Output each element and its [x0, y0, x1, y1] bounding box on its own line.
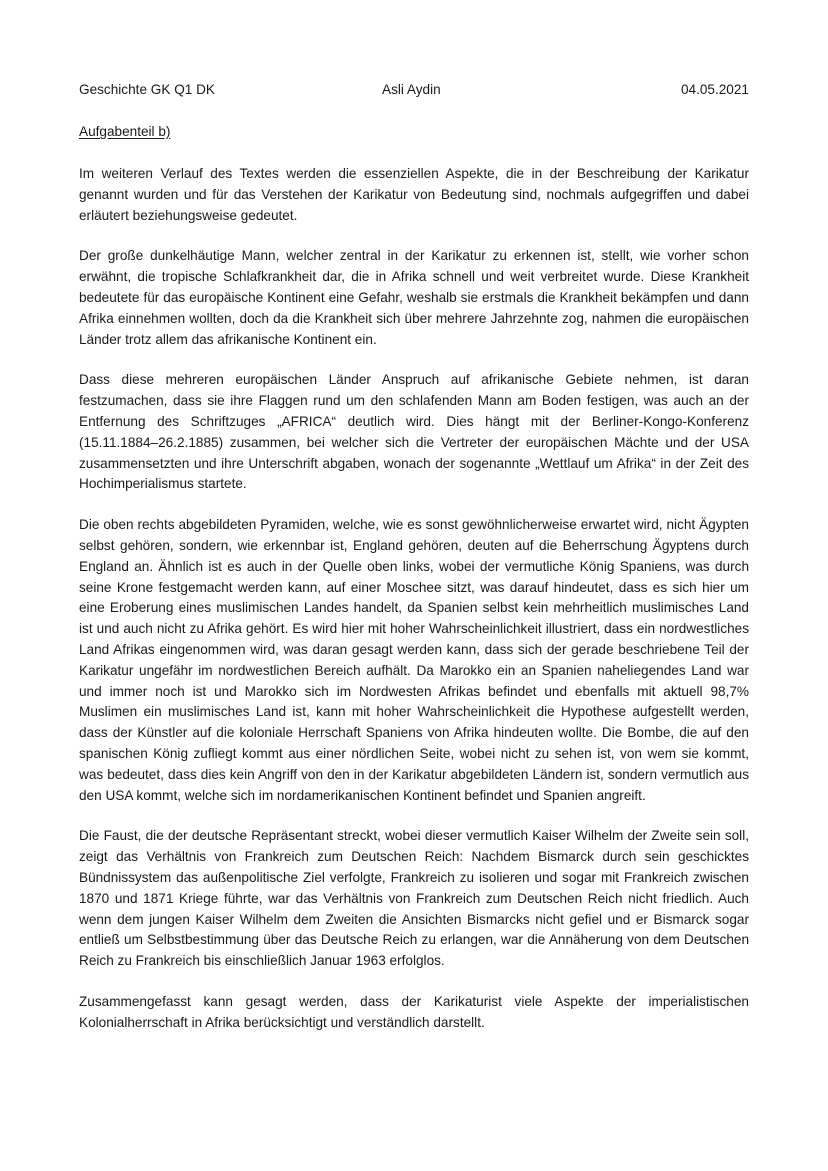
- author-name: Asli Aydin: [382, 82, 441, 97]
- paragraph-berlin-conference: Dass diese mehreren europäischen Länder Anspruch auf afrikanische Gebiete nehmen, ist daran festzumachen, dass sie ihre Flaggen rund um den schlafenden Mann am Boden festigen, was auch an der Entfernung des Schriftzuges „AFRICA“ deutlich wird. Dies hängt mit der Berliner-Kongo-Konferenz (15.11.1884–26.2.1885) zusammen, bei welcher sich die Vertreter der europäischen Mächte und der USA zusammensetzten und ihre Unterschrift abgaben, wonach der sogenannte „Wettlauf um Afrika“ in der Zeit des Hochimperialismus startete.: [79, 372, 749, 492]
- paragraph-german-fist: Die Faust, die der deutsche Repräsentant streckt, wobei dieser vermutlich Kaiser Wilhelm der Zweite sein soll, zeigt das Verhältnis von Frankreich zum Deutschen Reich: Nachdem Bismarck durch sein geschicktes Bündnissystem das außenpolitische Ziel verfolgte, Frankreich zu isolieren und sogar mit Frankreich zwischen 1870 und 1871 Kriege führte, war das Verhältnis von Frankreich zum Deutschen Reich nicht friedlich. Auch wenn dem jungen Kaiser Wilhelm dem Zweiten die Ansichten Bismarcks nicht gefiel und er Bismarck sogar entließ um Selbstbestimmung über das Deutsche Reich zu erlangen, war die Annäherung von dem Deutschen Reich zu Frankreich bis einschließlich Januar 1963 erfolglos.: [79, 828, 749, 969]
- page-header: [79, 80, 749, 100]
- document-page: [79, 80, 749, 1033]
- paragraph-sleeping-sickness: Der große dunkelhäutige Mann, welcher zentral in der Karikatur zu erkennen ist, stellt, wie vorher schon erwähnt, die tropische Schlafkrankheit dar, die in Afrika schnell und weit verbreitet wurde. Diese Krankheit bedeutete für das europäische Kontinent eine Gefahr, weshalb sie erstmals die Krankheit bekämpfen und dann Afrika einnehmen wollten, doch da die Krankheit sich über mehrere Jahrzehnte zog, nahmen die europäischen Länder trotz allem das afrikanische Kontinent ein.: [79, 248, 749, 347]
- paragraph-introduction: Im weiteren Verlauf des Textes werden die essenziellen Aspekte, die in der Beschreibung der Karikatur genannt wurden und für das Verstehen der Karikatur von Bedeutung sind, nochmals aufgegriffen und dabei erläutert beziehungsweise gedeutet.: [79, 166, 749, 223]
- paragraph-pyramids-spain: Die oben rechts abgebildeten Pyramiden, welche, wie es sonst gewöhnlicherweise erwartet wird, nicht Ägypten selbst gehören, sondern, wie erkennbar ist, England gehören, deuten auf die Beherrschung Ägyptens durch England an. Ähnlich ist es auch in der Quelle oben links, wobei der vermutliche König Spaniens, was durch seine Krone festgemacht werden kann, auf einer Moschee sitzt, was darauf hindeutet, dass es sich hier um eine Eroberung eines muslimischen Landes handelt, da Spanien selbst kein mehrheitlich muslimisches Land ist und auch nicht zu Afrika gehört. Es wird hier mit hoher Wahrscheinlichkeit illustriert, dass ein nordwestliches Land Afrikas eingenommen wird, was daran gesagt werden kann, dass sich der gerade beschriebene Teil der Karikatur ungefähr im nordwestlichen Bereich aufhält. Da Marokko ein an Spanien naheliegendes Land war und immer noch ist und Marokko sich im Nordwesten Afrikas befindet und ebenfalls mit aktuell 98,7% Muslimen ein muslimisches Land ist, kann mit hoher Wahrscheinlichkeit die Hypothese aufgestellt werden, dass der Künstler auf die koloniale Herrschaft Spaniens von Afrika hindeuten wollte. Die Bombe, die auf den spanischen König zufliegt kommt aus einer nördlichen Seite, wobei nicht zu sehen ist, von wem sie kommt, was bedeutet, dass dies kein Angriff von den in der Karikatur abgebildeten Ländern ist, sondern vermutlich aus den USA kommt, welche sich im nordamerikanischen Kontinent befindet und Spanien angreift.: [79, 517, 749, 803]
- course-label: Geschichte GK Q1 DK: [79, 82, 215, 97]
- paragraph-conclusion: Zusammengefasst kann gesagt werden, dass der Karikaturist viele Aspekte der imperialistischen Kolonialherrschaft in Afrika berücksichtigt und verständlich darstellt.: [79, 993, 749, 1030]
- document-date: 04.05.2021: [680, 82, 749, 97]
- section-title: Aufgabenteil b): [79, 124, 171, 139]
